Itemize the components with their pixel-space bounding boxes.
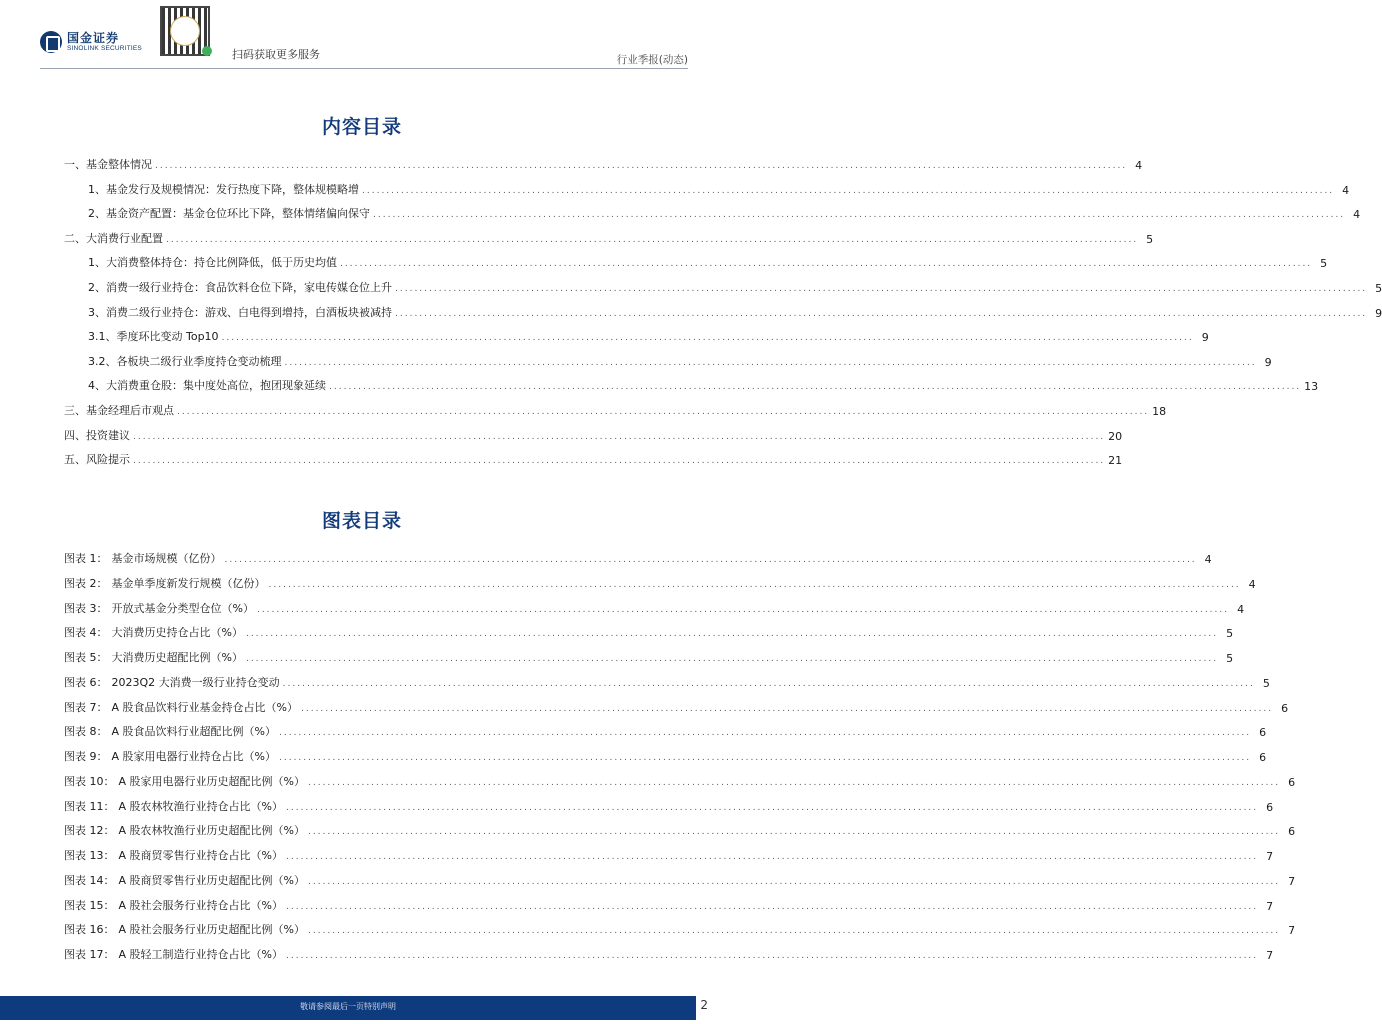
toc-page-number: 9 [1264,355,1272,369]
figure-title: 大消费历史持仓占比（%） [111,626,243,640]
toc-entry-text: 3.1、季度环比变动 Top10 [88,330,219,344]
figure-label: 图表 12： [64,824,115,838]
toc-entry-text: 2、基金资产配置：基金仓位环比下降，整体情绪偏向保守 [88,207,370,221]
toc-page-number: 6 [1259,726,1267,740]
toc-leader-dots: ........................................................................................................................................................................................................ [245,629,1219,640]
toc-leader-dots: ........................................................................................................................................................................................................ [307,777,1281,788]
toc-page-number: 4 [1342,183,1350,197]
figure-title: A 股商贸零售行业持仓占比（%） [118,849,283,862]
toc-page-number: 4 [1248,577,1256,591]
figure-label: 图表 17： [64,948,115,961]
toc-entry-text: 3.2、各板块二级行业季度持仓变动梳理 [88,354,282,368]
toc-entry[interactable] [88,205,1361,222]
toc-entry-text: 五、风险提示 [64,453,130,467]
toc-entry-text: 2、消费一级行业持仓：食品饮料仓位下降，家电传媒仓位上升 [88,281,392,294]
toc-leader-dots: ........................................................................................................................................................................................................ [133,456,1106,467]
toc-entry[interactable] [64,550,1212,566]
figure-label: 图表 3： [64,601,108,615]
toc-entry-text: 二、大消费行业配置 [64,231,163,245]
figure-label: 图表 7： [64,700,108,714]
toc-page-number: 5 [1226,627,1234,641]
toc-entry[interactable] [64,402,1167,418]
toc-leader-dots: ........................................................................................................................................................................................................ [285,951,1259,961]
header-divider [40,68,688,69]
figure-label: 图表 11： [64,799,115,813]
figures-title: 图表目录 [321,510,402,532]
toc-page-number: 4 [1353,208,1361,222]
page-number: 2 [700,998,708,1012]
toc-leader-dots: ........................................................................................................................................................................................................ [307,876,1281,887]
toc-leader-dots: ........................................................................................................................................................................................................ [221,333,1194,344]
toc-entry[interactable] [64,451,1123,468]
toc-leader-dots: ........................................................................................................................................................................................................ [362,185,1335,196]
figure-label: 图表 15： [64,898,115,912]
toc-entry[interactable] [64,872,1296,888]
figure-title: 基金单季度新发行规模（亿份） [111,576,266,590]
toc-entry[interactable] [88,328,1209,345]
toc-entry[interactable] [64,897,1274,913]
toc-entry[interactable] [64,847,1274,863]
qr-caption: 扫码获取更多服务 [232,48,320,61]
toc-page-number: 6 [1288,825,1296,839]
toc-leader-dots: ........................................................................................................................................................................................................ [284,357,1257,368]
figure-label: 图表 14： [64,873,115,887]
page-header [0,0,724,68]
figure-label: 图表 6： [64,675,108,689]
toc-leader-dots: ........................................................................................................................................................................................................ [329,382,1302,393]
figure-label: 图表 8： [64,725,108,739]
toc-leader-dots: ........................................................................................................................................................................................................ [285,852,1259,862]
toc-leader-dots: ........................................................................................................................................................................................................ [307,926,1281,937]
toc-entry[interactable] [88,279,1382,295]
toc-leader-dots: ........................................................................................................................................................................................................ [224,555,1197,565]
figure-title: 大消费历史超配比例（%） [111,651,243,664]
toc-page-number: 4 [1204,553,1212,566]
toc-page-number: 6 [1259,751,1267,764]
figure-title: A 股家用电器行业持仓占比（%） [111,750,276,763]
toc-entry[interactable] [64,946,1274,962]
toc-page-number: 7 [1288,874,1296,888]
toc-entry-text: 四、投资建议 [64,428,130,442]
toc-leader-dots: ........................................................................................................................................................................................................ [285,901,1259,912]
toc-page-number: 5 [1146,232,1154,246]
toc-entry[interactable] [64,699,1289,715]
toc-entry[interactable] [64,427,1123,443]
toc-entry[interactable] [88,254,1328,271]
toc-leader-dots: ........................................................................................................................................................................................................ [282,678,1255,689]
figure-label: 图表 10： [64,774,115,788]
toc-page-number: 5 [1320,257,1328,271]
toc-leader-dots: ........................................................................................................................................................................................................ [395,308,1368,319]
toc-entry-text: 一、基金整体情况 [64,158,152,171]
toc-page-number: 9 [1201,331,1209,345]
toc-leader-dots: ........................................................................................................................................................................................................ [245,654,1219,664]
toc-leader-dots: ........................................................................................................................................................................................................ [307,827,1281,838]
footer-disclaimer: 敬请参阅最后一页特别声明 [300,1002,396,1011]
toc-page-number: 7 [1266,850,1274,863]
toc-leader-dots: ........................................................................................................................................................................................................ [300,703,1274,714]
toc-page-number: 4 [1237,602,1245,616]
toc-entry-text: 3、消费二级行业持仓：游戏、白电得到增持，白酒板块被减持 [88,305,392,319]
toc-entry[interactable] [64,156,1143,172]
toc-page-number: 9 [1375,306,1382,320]
figure-title: A 股社会服务行业持仓占比（%） [118,898,283,912]
figure-title: A 股食品饮料行业基金持仓占比（%） [111,700,298,714]
toc-leader-dots: ........................................................................................................................................................................................................ [373,210,1346,221]
toc-title: 内容目录 [321,116,402,138]
toc-page-number: 6 [1288,775,1296,789]
toc-leader-dots: ........................................................................................................................................................................................................ [268,579,1241,590]
figure-title: A 股社会服务行业历史超配比例（%） [118,923,305,937]
toc-leader-dots: ........................................................................................................................................................................................................ [340,259,1313,270]
toc-page-number: 13 [1304,380,1319,394]
qr-code-icon[interactable] [160,6,210,56]
toc-entry[interactable] [64,748,1267,764]
toc-entry[interactable] [88,353,1272,369]
figure-title: A 股商贸零售行业历史超配比例（%） [118,873,305,887]
report-type-label: 行业季报(动态) [616,54,688,66]
toc-page-number: 5 [1375,282,1382,295]
toc-entry[interactable] [64,723,1267,740]
toc-entry[interactable] [64,600,1245,616]
toc-page-number: 7 [1288,924,1296,938]
figure-label: 图表 2： [64,576,108,590]
toc-entry[interactable] [64,575,1256,591]
toc-page-number: 21 [1108,454,1123,468]
figure-title: A 股食品饮料行业超配比例（%） [111,725,276,739]
toc-entry-text: 1、大消费整体持仓：持仓比例降低，低于历史均值 [88,256,337,270]
toc-entry[interactable] [64,649,1234,665]
figure-label: 图表 13： [64,849,115,862]
toc-entry[interactable] [64,674,1270,690]
figure-title: 基金市场规模（亿份） [111,552,222,565]
toc-page-number: 5 [1226,652,1234,665]
toc-leader-dots: ........................................................................................................................................................................................................ [285,802,1259,813]
toc-entry[interactable] [64,822,1296,839]
toc-entry-text: 1、基金发行及规模情况：发行热度下降，整体规模略增 [88,182,359,196]
toc-page-number: 5 [1262,676,1270,690]
logo-mark-icon [40,31,62,53]
toc-entry[interactable] [88,304,1382,320]
figure-title: 2023Q2 大消费一级行业持仓变动 [111,675,280,689]
toc-entry[interactable] [64,773,1296,789]
toc-entry[interactable] [64,798,1274,814]
logo-cn-text: 国金证券 [67,30,120,45]
toc-entry[interactable] [64,624,1234,641]
figure-label: 图表 16： [64,923,115,937]
toc-leader-dots: ........................................................................................................................................................................................................ [155,161,1128,171]
toc-page-number: 6 [1281,701,1289,715]
toc-entry[interactable] [88,377,1319,394]
qr-center-logo-icon [170,16,200,46]
toc-page-number: 18 [1152,405,1167,418]
figure-label: 图表 5： [64,651,108,664]
toc-entry-text: 三、基金经理后市观点 [64,404,174,417]
toc-entry[interactable] [88,181,1350,197]
company-logo [40,30,142,54]
wechat-badge-icon [202,46,212,56]
toc-leader-dots: ........................................................................................................................................................................................................ [278,753,1252,763]
toc-page-number: 7 [1266,949,1274,962]
figure-title: A 股轻工制造行业持仓占比（%） [118,948,283,961]
toc-page-number: 4 [1135,159,1143,172]
toc-leader-dots: ........................................................................................................................................................................................................ [133,431,1106,442]
figure-label: 图表 1： [64,552,108,565]
logo-en-text: SINOLINK SECURITIES [67,44,142,52]
toc-page-number: 20 [1108,429,1123,443]
figure-label: 图表 4： [64,626,108,640]
toc-page-number: 7 [1266,899,1274,913]
figure-label: 图表 9： [64,750,108,763]
toc-entry[interactable] [64,921,1296,938]
figure-title: A 股农林牧渔行业持仓占比（%） [118,799,283,813]
toc-leader-dots: ........................................................................................................................................................................................................ [177,407,1150,417]
toc-leader-dots: ........................................................................................................................................................................................................ [395,284,1368,294]
toc-entry[interactable] [64,230,1154,246]
toc-leader-dots: ........................................................................................................................................................................................................ [256,604,1230,615]
toc-leader-dots: ........................................................................................................................................................................................................ [278,728,1252,739]
figure-title: A 股家用电器行业历史超配比例（%） [118,774,305,788]
toc-entry-text: 4、大消费重仓股：集中度处高位，抱团现象延续 [88,379,326,393]
figure-title: 开放式基金分类型仓位（%） [111,601,254,615]
toc-leader-dots: ........................................................................................................................................................................................................ [166,234,1139,245]
toc-page-number: 6 [1266,800,1274,814]
figure-title: A 股农林牧渔行业历史超配比例（%） [118,824,305,838]
